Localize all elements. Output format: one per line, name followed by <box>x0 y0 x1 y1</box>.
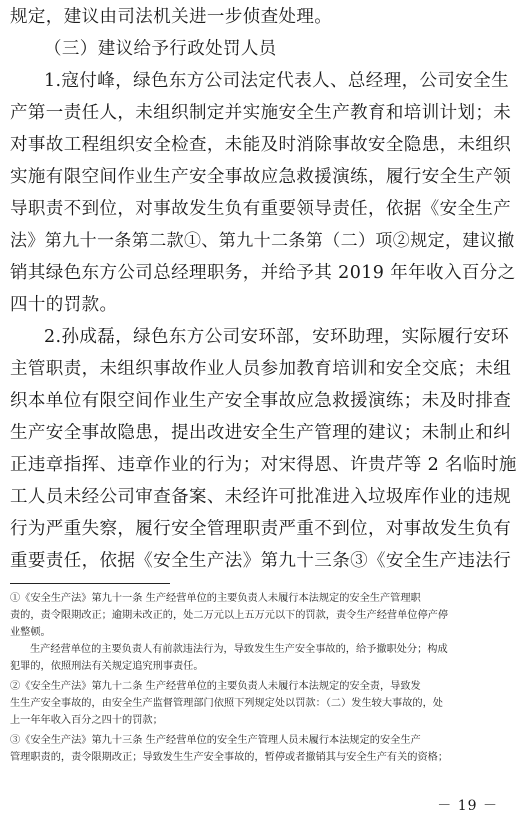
body-line: 主管职责，未组织事故作业人员参加教育培训和安全交底；未组 <box>10 359 512 379</box>
body-line: 导职责不到位，对事故发生负有重要领导责任，依据《安全生产 <box>10 199 512 219</box>
section-heading: （三）建议给予行政处罚人员 <box>44 39 277 59</box>
body-line: 法》第九十一条第二款①、第九十二条第（二）项②规定，建议撤 <box>10 231 515 251</box>
body-line: 行为严重失察，履行安全管理职责严重不到位，对事故发生负有 <box>10 519 512 539</box>
footnote-line: 上一年年收入百分之四十的罚款； <box>10 715 163 726</box>
footnote-line: 管理职责的，责令限期改正；导致发生生产安全事故的，暂停或者撤销其与安全生产有关的资格； <box>10 752 449 763</box>
footnote-line: 犯罪的，依照刑法有关规定追究刑事责任。 <box>10 661 204 672</box>
body-line: 织本单位有限空间作业生产安全事故应急救援演练；未及时排查 <box>10 391 512 411</box>
footnote-line: ①《安全生产法》第九十一条 生产经营单位的主要负责人未履行本法规定的安全生产管理职 <box>10 593 421 604</box>
footnote-line: 责的，责令限期改正；逾期未改正的，处二万元以上五万元以下的罚款，责令生产经营单位停产停 <box>10 610 449 621</box>
body-line: 产第一责任人，未组织制定并实施安全生产教育和培训计划；未 <box>10 103 512 123</box>
footnote-divider <box>10 583 170 584</box>
body-line: 工人员未经公司审查备案、未经许可批准进入垃圾库作业的违规 <box>10 487 512 507</box>
footnote-line: ②《安全生产法》第九十二条 生产经营单位的主要负责人未履行本法规定的安全责，导致发 <box>10 681 421 692</box>
body-line: 对事故工程组织安全检查，未能及时消除事故安全隐患，未组织 <box>10 135 512 155</box>
body-line: 正违章指挥、违章作业的行为；对宋得恩、许贵芹等 2 名临时施 <box>10 455 517 475</box>
body-line: 2.孙成磊，绿色东方公司安环部，安环助理，实际履行安环 <box>44 327 509 347</box>
body-line: 生产安全事故隐患，提出改进安全生产管理的建议；未制止和纠 <box>10 423 512 443</box>
footnote-line: 生生产安全事故的，由安全生产监督管理部门依照下列规定处以罚款：（二）发生较大事故的，处 <box>10 698 443 709</box>
footnote-line: 业整顿。 <box>10 627 51 638</box>
body-line: 1.寇付峰，绿色东方公司法定代表人、总经理，公司安全生 <box>44 71 509 91</box>
body-line: 重要责任，依据《安全生产法》第九十三条③《安全生产违法行 <box>10 551 512 571</box>
footnote-line: 生产经营单位的主要负责人有前款违法行为，导致发生生产安全事故的，给予撤职处分；构成 <box>30 644 448 655</box>
body-line: 规定，建议由司法机关进一步侦查处理。 <box>10 7 333 27</box>
body-line: 实施有限空间作业生产安全事故应急救援演练，履行安全生产领 <box>10 167 512 187</box>
body-line: 销其绿色东方公司总经理职务，并给予其 2019 年年收入百分之 <box>10 263 516 283</box>
body-line: 四十的罚款。 <box>10 295 118 315</box>
page-number: － 19 － <box>437 798 498 814</box>
footnote-line: ③《安全生产法》第九十三条 生产经营单位的安全生产管理人员未履行本法规定的安全生产 <box>10 735 421 746</box>
